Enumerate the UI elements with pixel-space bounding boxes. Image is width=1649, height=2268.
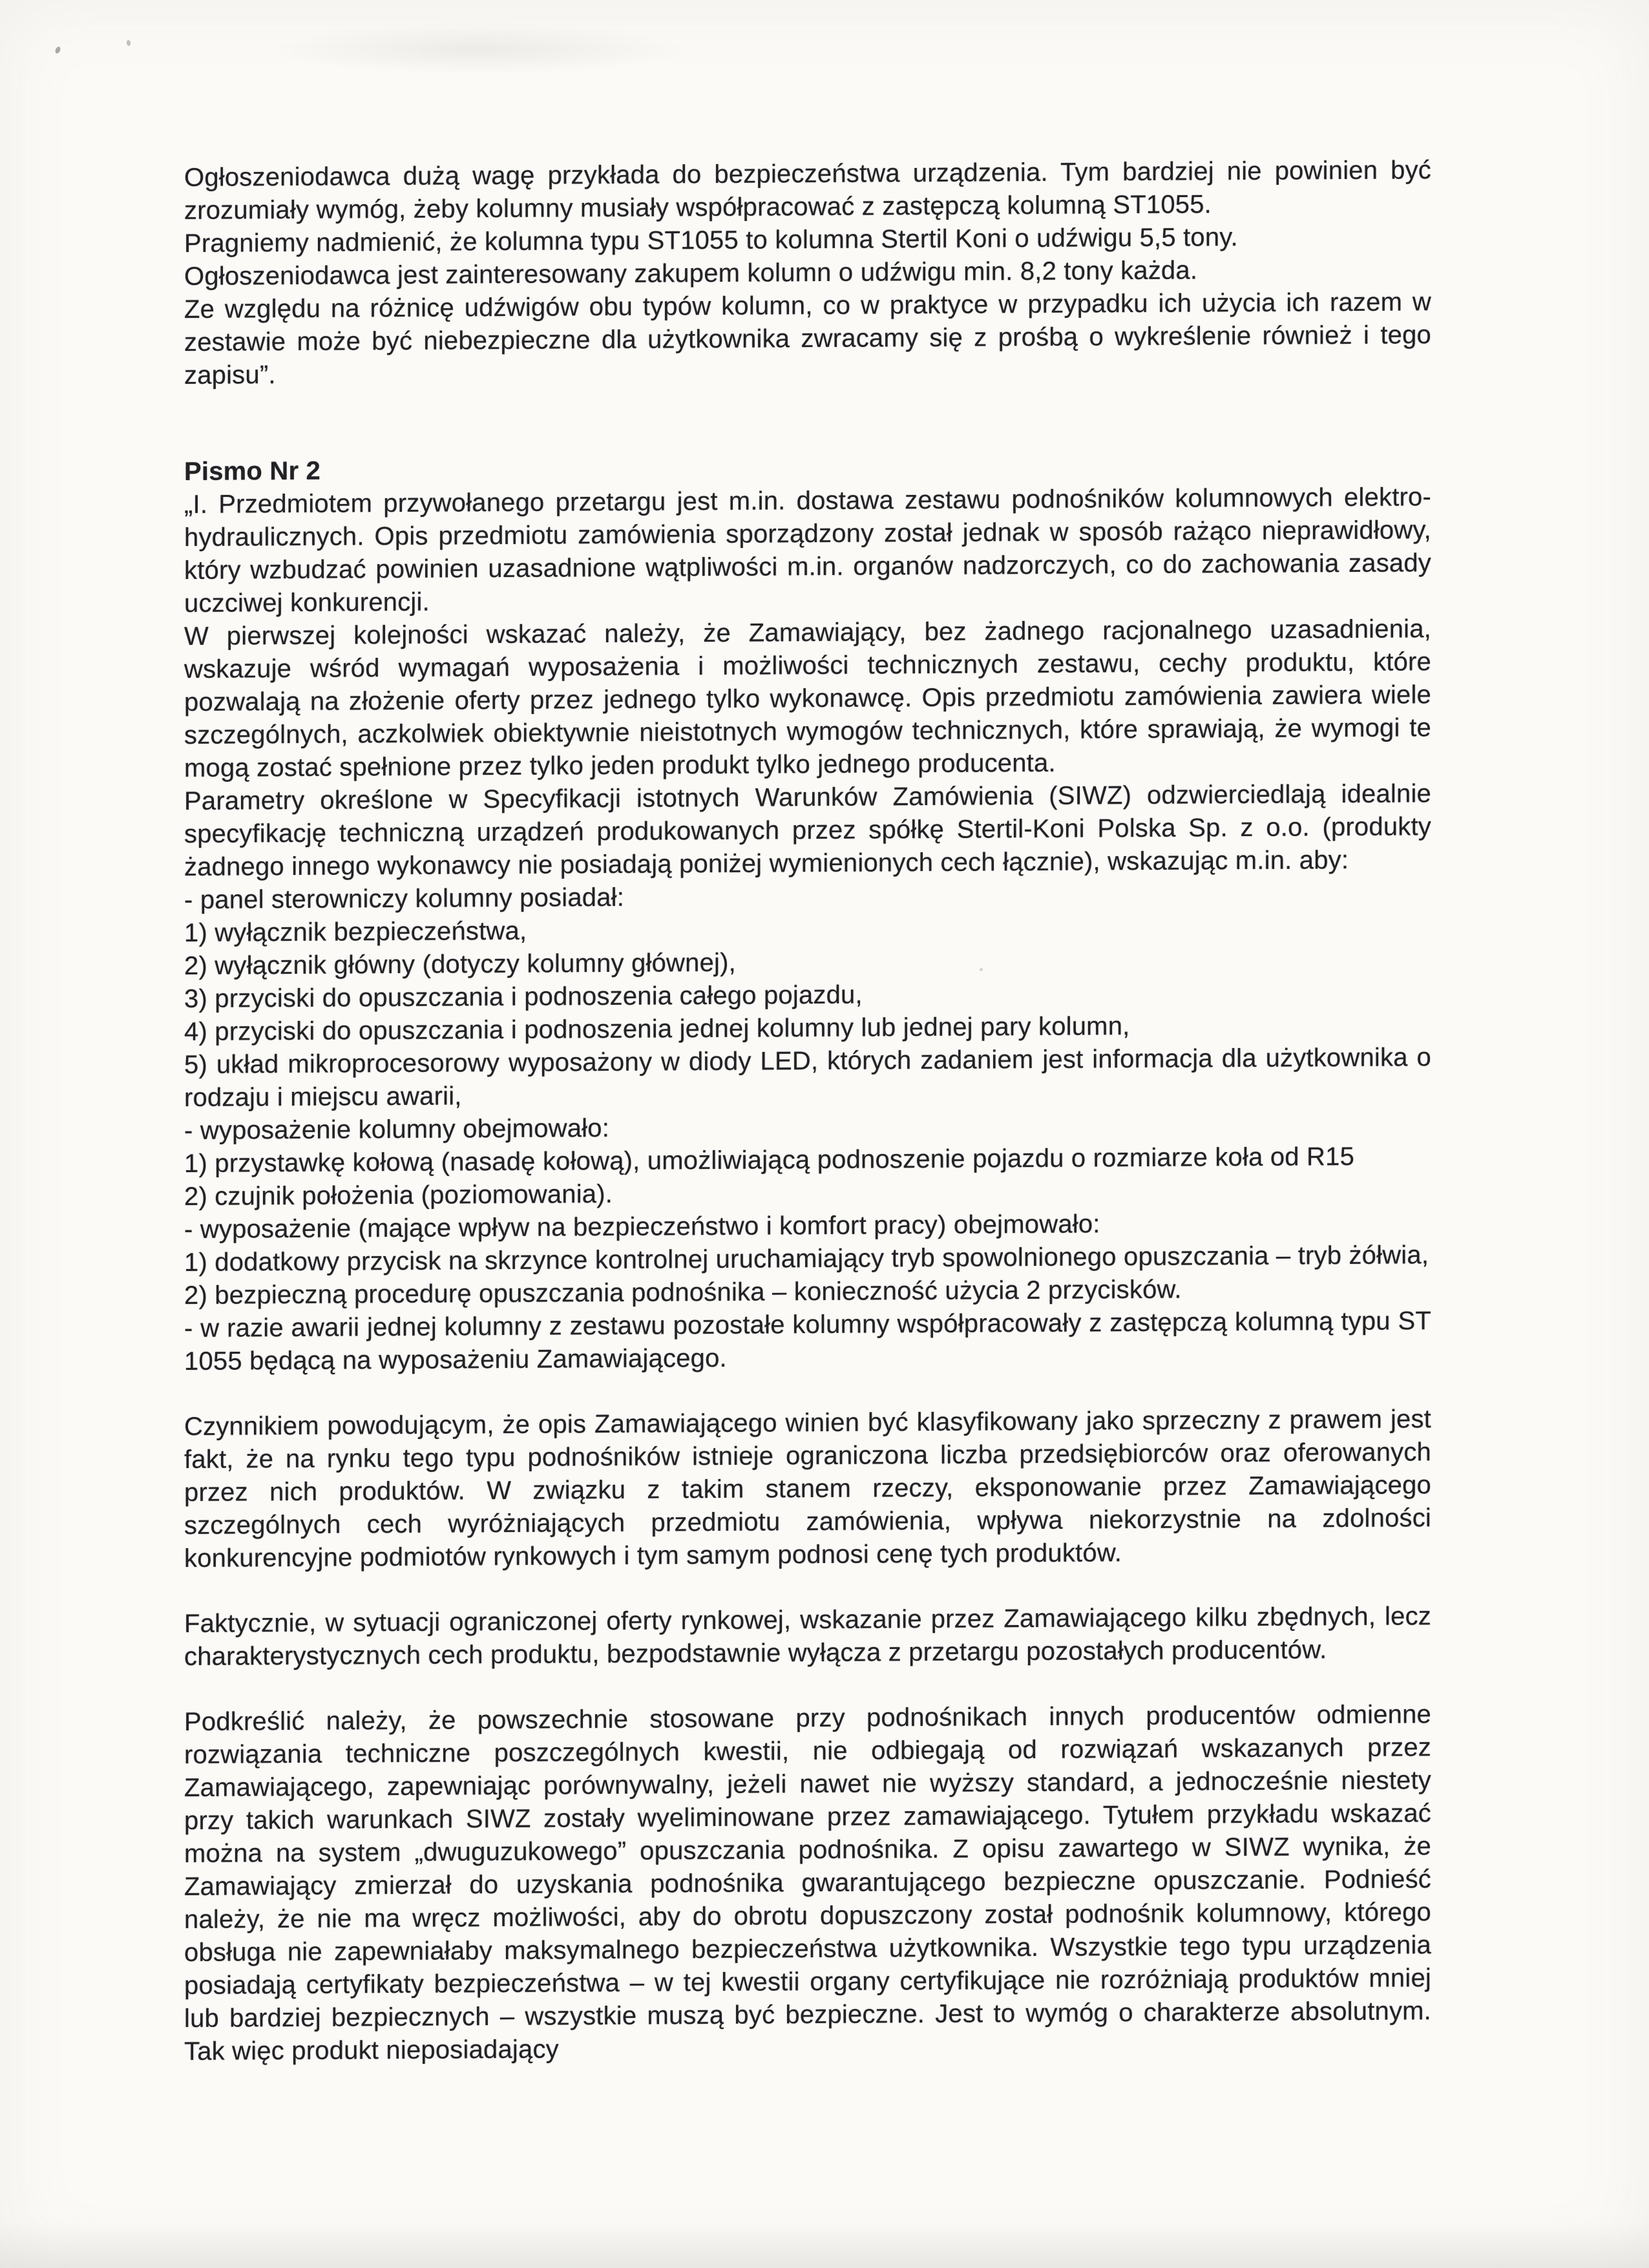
paragraph: Faktycznie, w sytuacji ograniczonej oferty rynkowej, wskazanie przez Zamawiającego kilku zbędnych, lecz charakterystycznych cech produktu, bezpodstawnie wyłącza z przetargu pozostałych producentów.	[184, 1602, 1431, 1671]
paragraph: Podkreślić należy, że powszechnie stosowane przy podnośnikach innych producentów odmienne rozwiązania techniczne poszczególnych kwestii, nie odbiegają od rozwiązań wskazanych przez Zamawiającego, zapewniając porównywalny, jeżeli nawet nie wyższy standard, a jednocześnie niestety przy takich warunkach SIWZ zostały wyeliminowane przez zamawiającego. Tytułem przykładu wskazać można na system „dwuguzukowego” opuszczania podnośnika. Z opisu zawartego w SIWZ wynika, że Zamawiający zmierzał do uzyskania podnośnika gwarantującego bezpieczne opuszczanie. Podnieść należy, że nie ma wręcz możliwości, aby do obrotu dopuszczony został podnośnik kolumnowy, którego obsługa nie zapewniałaby maksymalnego bezpieczeństwa użytkownika. Wszystkie tego typu urządzenia posiadają certyfikaty bezpieczeństwa – w tej kwestii organy certyfikujące nie rozróżniają produktów mniej lub bardziej bezpiecznych – wszystkie muszą być bezpieczne. Jest to wymóg o charakterze absolutnym. Tak więc produkt nieposiadający	[184, 1700, 1431, 2066]
scan-speck	[126, 40, 131, 47]
paragraph: - panel sterowniczy kolumny posiadał:	[184, 883, 625, 914]
paragraph: - w razie awarii jednej kolumny z zestawu pozostałe kolumny współpracowały z zastępczą kolumną typu ST 1055 będącą na wyposażeniu Zamawiającego.	[184, 1307, 1431, 1376]
paragraph: Ogłoszeniodawca dużą wagę przykłada do bezpieczeństwa urządzenia. Tym bardziej nie powinien być zrozumiały wymóg, żeby kolumny musiały współpracować z zastępczą kolumną ST1055.	[184, 156, 1431, 225]
paragraph: Ogłoszeniodawca jest zainteresowany zakupem kolumn o udźwigu min. 8,2 tony każda.	[184, 256, 1198, 291]
paragraph: 5) układ mikroprocesorowy wyposażony w diody LED, których zadaniem jest informacja dla użytkownika o rodzaju i miejscu awarii,	[184, 1043, 1431, 1112]
scan-smudge	[271, 23, 685, 75]
paragraph: „I. Przedmiotem przywołanego przetargu jest m.in. dostawa zestawu podnośników kolumnowych elektro-hydraulicznych. Opis przedmiotu zamówienia sporządzony został jednak w sposób rażąco nieprawidłowy, który wzbudzać powinien uzasadnione wątpliwości m.in. organów nadzorczych, co do zachowania zasady uczciwej konkurencji.	[184, 483, 1431, 618]
paragraph-gap	[184, 384, 1431, 456]
paragraph: - wyposażenie kolumny obejmowało:	[184, 1113, 610, 1145]
paragraph: - wyposażenie (mające wpływ na bezpieczeństwo i komfort pracy) obejmowało:	[184, 1210, 1100, 1244]
paragraph: W pierwszej kolejności wskazać należy, że Zamawiający, bez żadnego racjonalnego uzasadnienia, wskazuje wśród wymagań wyposażenia i możliwości technicznych zestawu, cechy produktu, które pozwalają na złożenie oferty przez jednego tylko wykonawcę. Opis przedmiotu zamówienia zawiera wiele szczególnych, aczkolwiek obiektywnie nieistotnych wymogów technicznych, które sprawiają, że wymogi te mogą zostać spełnione przez tylko jeden produkt tylko jednego producenta.	[184, 614, 1431, 782]
paragraph: Parametry określone w Specyfikacji istotnych Warunków Zamówienia (SIWZ) odzwierciedlają idealnie specyfikację techniczną urządzeń produkowanych przez spółkę Stertil-Koni Polska Sp. z o.o. (produkty żadnego innego wykonawcy nie posiadają poniżej wymienionych cech łącznie), wskazując m.in. aby:	[184, 779, 1431, 881]
paragraph: 2) bezpieczną procedurę opuszczania podnośnika – konieczność użycia 2 przycisków.	[184, 1275, 1182, 1310]
paragraph: Czynnikiem powodującym, że opis Zamawiającego winien być klasyfikowany jako sprzeczny z prawem jest fakt, że na rynku tego typu podnośników istnieje ograniczona liczba przedsiębiorców oraz oferowanych przez nich produktów. W związku z takim stanem rzeczy, eksponowanie przez Zamawiającego szczególnych cech wyróżniających przedmiotu zamówienia, wpływa niekorzystnie na zdolności konkurencyjne podmiotów rynkowych i tym samym podnosi cenę tych produktów.	[184, 1405, 1431, 1573]
scan-speck	[54, 46, 61, 54]
paragraph: 1) przystawkę kołową (nasadę kołową), umożliwiającą podnoszenie pojazdu o rozmiarze koła od R15	[184, 1142, 1355, 1178]
document-text	[184, 154, 1431, 2068]
section-heading: Pismo Nr 2	[184, 456, 320, 486]
scanner-edge-shadow	[0, 2221, 1649, 2268]
paragraph: 1) wyłącznik bezpieczeństwa,	[184, 916, 527, 947]
paragraph: Ze względu na różnicę udźwigów obu typów kolumn, co w praktyce w przypadku ich użycia ich razem w zestawie może być niebezpieczne dla użytkownika zwracamy się z prośbą o wykreślenie również i tego zapisu”.	[184, 288, 1431, 390]
paragraph: 4) przyciski do opuszczania i podnoszenia jednej kolumny lub jednej pary kolumn,	[184, 1012, 1130, 1046]
paragraph: 3) przyciski do opuszczania i podnoszenia całego pojazdu,	[184, 980, 863, 1013]
paragraph: 2) czujnik położenia (poziomowania).	[184, 1179, 613, 1211]
paragraph: Pragniemy nadmienić, że kolumna typu ST1055 to kolumna Stertil Koni o udźwigu 5,5 tony.	[184, 223, 1238, 258]
paragraph: 2) wyłącznik główny (dotyczy kolumny głównej),	[184, 948, 736, 980]
paragraph: 1) dodatkowy przycisk na skrzynce kontrolnej uruchamiający tryb spowolnionego opuszczania – tryb żółwia,	[184, 1241, 1429, 1277]
